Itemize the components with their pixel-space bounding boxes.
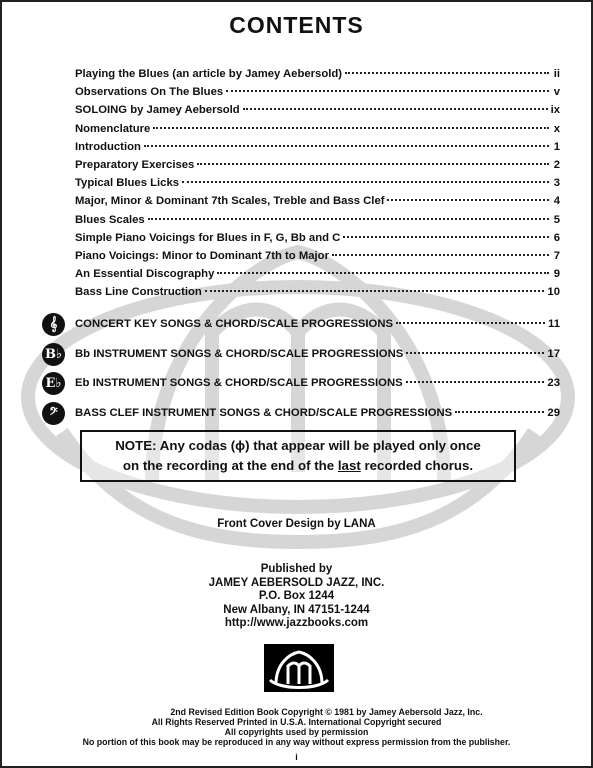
leader-dots	[182, 181, 549, 183]
e-flat-icon: E♭	[42, 372, 65, 395]
leader-dots	[226, 90, 549, 92]
toc-entry-title: Introduction	[75, 140, 141, 153]
toc-entry	[75, 283, 560, 301]
toc-entry	[75, 192, 560, 210]
leader-dots	[217, 272, 549, 274]
permission-line: All copyrights used by permission	[224, 727, 369, 737]
section-row	[75, 315, 560, 333]
toc-list	[75, 65, 560, 301]
section-title: BASS CLEF INSTRUMENT SONGS & CHORD/SCALE PROGRESSIONS	[75, 407, 453, 419]
toc-entry-page: 5	[553, 213, 560, 226]
leader-dots	[455, 411, 544, 413]
leader-dots	[396, 322, 545, 324]
section-row	[75, 404, 560, 422]
leader-dots	[197, 163, 549, 165]
note-line2-end: recorded chorus.	[360, 458, 474, 473]
toc-entry	[75, 101, 560, 119]
toc-entry-title: Observations On The Blues	[75, 86, 224, 99]
leader-dots	[345, 72, 549, 74]
toc-entry-page: 7	[553, 249, 560, 262]
section-row	[75, 374, 560, 392]
toc-entry	[75, 138, 560, 156]
toc-entry	[75, 156, 560, 174]
copyright-block	[2, 707, 591, 747]
toc-entry-page: v	[553, 86, 560, 99]
publisher-po-box: P.O. Box 1244	[258, 590, 335, 602]
page-title: CONTENTS	[229, 12, 364, 38]
leader-dots	[387, 199, 549, 201]
publisher-logo	[264, 644, 334, 692]
leader-dots	[205, 290, 545, 292]
toc-entry-title: Preparatory Exercises	[75, 158, 195, 171]
toc-entry-page: 9	[553, 268, 560, 281]
b-flat-icon: B♭	[42, 343, 65, 366]
toc-entry-page: 3	[553, 177, 560, 190]
leader-dots	[343, 236, 549, 238]
leader-dots	[406, 381, 545, 383]
toc-entry-title: Blues Scales	[75, 213, 145, 226]
note-line2-start: on the recording at the end of the	[122, 458, 338, 473]
toc-entry	[75, 229, 560, 247]
rights-line: All Rights Reserved Printed in U.S.A. International Copyright secured	[151, 717, 442, 727]
toc-entry-title: SOLOING by Jamey Aebersold	[75, 104, 240, 117]
publisher-url: http://www.jazzbooks.com	[224, 617, 369, 629]
toc-entry-title: Piano Voicings: Minor to Dominant 7th to Major	[75, 249, 329, 262]
coda-icon: ɸ	[235, 438, 246, 453]
bass-clef-icon: 𝄢	[42, 402, 65, 425]
section-title: Eb INSTRUMENT SONGS & CHORD/SCALE PROGRESSIONS	[75, 377, 403, 389]
toc-entry-page: 4	[553, 195, 560, 208]
leader-dots	[144, 145, 549, 147]
leader-dots	[243, 108, 548, 110]
toc-entry-title: Typical Blues Licks	[75, 177, 180, 190]
toc-entry	[75, 247, 560, 265]
toc-entry-page: x	[553, 122, 560, 135]
toc-entry	[75, 211, 560, 229]
treble-clef-icon: 𝄞	[42, 313, 65, 336]
toc-entry	[75, 265, 560, 283]
publisher-name: JAMEY AEBERSOLD JAZZ, INC.	[208, 576, 385, 589]
page-number: i	[295, 752, 298, 762]
reproduction-line: No portion of this book may be reproduced in any way without express permission from the publisher.	[82, 737, 511, 747]
leader-dots	[332, 254, 549, 256]
toc-entry-title: Bass Line Construction	[75, 286, 202, 299]
toc-entry	[75, 174, 560, 192]
section-page: 17	[547, 348, 560, 360]
toc-entry-title: Nomenclature	[75, 122, 151, 135]
toc-entry-title: Playing the Blues (an article by Jamey Aebersold)	[75, 68, 343, 80]
cover-credit: Front Cover Design by LANA	[217, 518, 376, 530]
toc-entry	[75, 83, 560, 101]
toc-entry-title: An Essential Discography	[75, 268, 215, 281]
section-row	[75, 345, 560, 363]
section-page: 11	[548, 318, 560, 330]
toc-entry	[75, 120, 560, 138]
section-title: CONCERT KEY SONGS & CHORD/SCALE PROGRESSIONS	[75, 318, 394, 330]
published-by: Published by	[260, 563, 333, 575]
copyright-line: 2nd Revised Edition Book Copyright © 1981 by Jamey Aebersold Jazz, Inc.	[170, 707, 483, 717]
toc-entry-page: 10	[547, 286, 560, 299]
publisher-block	[2, 563, 591, 631]
toc-entry-title: Major, Minor & Dominant 7th Scales, Treble and Bass Clef	[75, 195, 385, 208]
section-title: Bb INSTRUMENT SONGS & CHORD/SCALE PROGRESSIONS	[75, 348, 404, 360]
leader-dots	[153, 127, 549, 129]
note-text-start: NOTE: Any codas (	[115, 438, 236, 453]
publisher-city: New Albany, IN 47151-1244	[223, 603, 370, 616]
toc-entry-title: Simple Piano Voicings for Blues in F, G, Bb and C	[75, 231, 341, 244]
toc-entry-page: ix	[550, 104, 560, 117]
leader-dots	[148, 218, 549, 220]
toc-entry-page: 2	[553, 158, 560, 171]
toc-entry-page: 6	[553, 231, 560, 244]
toc-entry-page: 1	[553, 140, 560, 153]
section-page: 29	[547, 407, 560, 419]
leader-dots	[406, 352, 544, 354]
note-box	[80, 430, 516, 482]
toc-entry-page: ii	[553, 68, 560, 80]
note-text-end: ) that appear will be played only once	[245, 438, 481, 453]
note-line2-emphasis: last	[337, 458, 361, 473]
toc-entry	[75, 65, 560, 83]
section-page: 23	[547, 377, 560, 389]
